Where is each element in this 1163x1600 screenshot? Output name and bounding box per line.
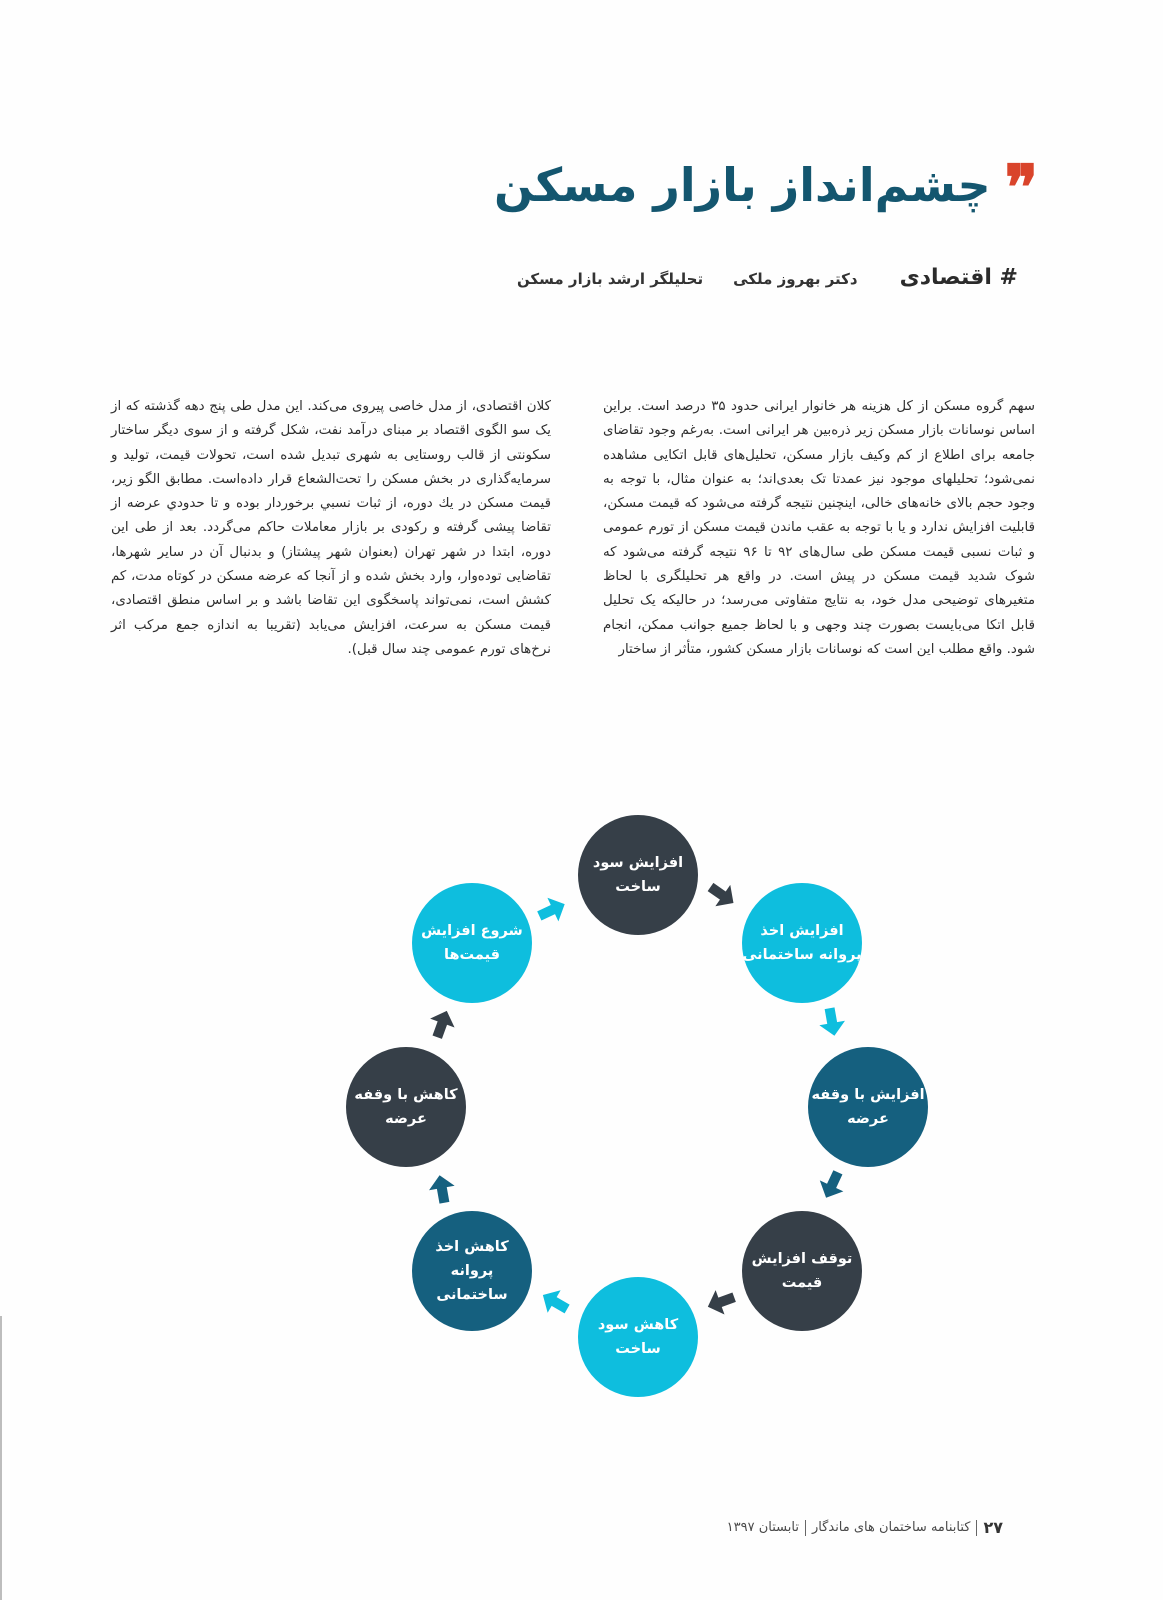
arrow-icon [425, 1172, 459, 1206]
arrow-icon [425, 1007, 459, 1041]
page-edge-line [0, 1316, 2, 1600]
cycle-node-decrease-building-permits [412, 1211, 532, 1331]
arrow-icon [705, 878, 739, 912]
arrow-icon [535, 893, 569, 927]
footer-divider [805, 1520, 806, 1536]
arrow-icon [815, 1168, 849, 1202]
node-label: کاهش با وقفه عرضه [354, 1087, 458, 1127]
issue-date: تابستان ۱۳۹۷ [726, 1520, 799, 1535]
article-paragraph: کلان اقتصادی، از مدل خاصی پیروی می‌کند. این مدل طی پنج دهه گذشته که از یک سو الگوی اقتصاد بر مبنای درآمد نفت، شکل گرفته و از سوی دیگر ساختار سکونتی از قالب روستایی به شهری تبدیل شده است، تحولات قیمت، تولید و سرمایه‌گذاری در بخش مسکن را تحت‌الشعاع قرار داده‌است. مطابق الگو زیر، قیمت مسکن در يك دوره، از ثبات نسبي برخوردار بوده و تا حدودي عرضه از تقاضا پیشی گرفته و رکودی بر بازار معاملات حاکم می‌گردد. بعد از طی این دوره، ابتدا در شهر تهران (بعنوان شهر پیشتاز) و بدنبال آن در سایر شهرها، تقاضایی توده‌وار، وارد بخش شده و از آنجا که عرضه مسکن در کوتاه مدت، کم کشش است، نمی‌تواند پاسخگوی این تقاضا باشد و بر اساس منطق اقتصادی، قیمت مسکن به سرعت، افزایش می‌یابد (تقریبا به اندازه جمع مرکب اثر نرخ‌های تورم عمومی چند سال قبل). [111, 399, 551, 657]
cycle-node-price-increase-halt [742, 1211, 862, 1331]
cycle-node-increase-construction-profit [578, 815, 698, 935]
cycle-node-lagged-supply-decrease [346, 1047, 466, 1167]
footer-divider [976, 1520, 977, 1536]
arrow-icon [815, 1168, 849, 1202]
arrow-icon [815, 1005, 849, 1039]
node-label: افزایش اخذ پروانه ساختمانی [742, 923, 862, 963]
article-meta [517, 265, 1018, 290]
arrow-icon [538, 1285, 572, 1319]
arrow-icon [538, 1285, 572, 1319]
arrow-icon [425, 1172, 459, 1206]
arrow-icon [704, 1285, 738, 1319]
article-column-left [111, 395, 551, 662]
article-header [494, 150, 1038, 220]
page-number: ۲۷ [983, 1518, 1003, 1537]
arrow-icon [705, 878, 739, 912]
category-tag[interactable]: # اقتصادی [899, 265, 1018, 290]
article-title: چشم‌انداز بازار مسکن [493, 158, 991, 212]
quote-mark-icon: ❞ [1004, 162, 1038, 208]
article-column-right [603, 395, 1035, 685]
node-label: توقف افزایش قیمت [751, 1251, 853, 1291]
arrow-icon [704, 1285, 738, 1319]
cycle-node-lagged-supply-increase [808, 1047, 928, 1167]
node-label: کاهش اخذ پروانه ساختمانی [435, 1239, 509, 1303]
publication-name: کتابنامه ساختمان های ماندگار [811, 1520, 971, 1535]
arrow-icon [535, 893, 569, 927]
author-role: تحلیلگر ارشد بازار مسکن [516, 270, 704, 288]
arrow-icon [425, 1007, 459, 1041]
node-label: شروع افزایش قیمت‌ها [421, 923, 523, 963]
node-label: افزایش با وقفه عرضه [811, 1087, 925, 1127]
node-label: افزایش سود ساخت [592, 855, 684, 895]
node-label: کاهش سود ساخت [597, 1317, 679, 1357]
page-footer [727, 1518, 1003, 1537]
author-name: دکتر بهروز ملکی [733, 270, 858, 288]
arrow-icon [815, 1005, 849, 1039]
article-paragraph: سهم گروه مسکن از کل هزینه هر خانوار ایرانی حدود ۳۵ درصد است. براین اساس نوسانات بازار مسکن زیر ذره‌بین هر ایرانی است. به‌رغم وجود تقاضای جامعه برای اطلاع از کم وکیف بازار مسکن، تحلیل‌های قابل اتکایی مشاهده نمی‌شود؛ تحلیلهای موجود نیز عمدتا تک بعدی‌اند؛ به عنوان مثال، با توجه به وجود حجم بالای خانه‌های خالی، اینچنین نتیجه گرفته می‌شود که قیمت مسکن، قابلیت افزایش ندارد و یا با توجه به عقب ماندن قیمت مسکن از تورم عمومی و ثبات نسبی قیمت مسکن طی سال‌های ۹۲ تا ۹۶ نتیجه گرفته می‌شود که شوک شدید قیمت مسکن در پیش است. در واقع هر تحلیلگری با لحاظ متغیرهای توضیحی مدل خود، به نتایج متفاوتی می‌رسد؛ در حالیکه یک تحلیل قابل اتکا می‌بایست بصورت چند وجهی و با لحاظ جمیع جوانب ممکن، انجام شود. واقع مطلب این است که نوسانات بازار مسکن کشور، متأثر از ساختار [603, 399, 1035, 657]
cycle-node-increase-building-permits [742, 883, 862, 1003]
cycle-node-price-increase-start [412, 883, 532, 1003]
cycle-node-decrease-construction-profit [578, 1277, 698, 1397]
